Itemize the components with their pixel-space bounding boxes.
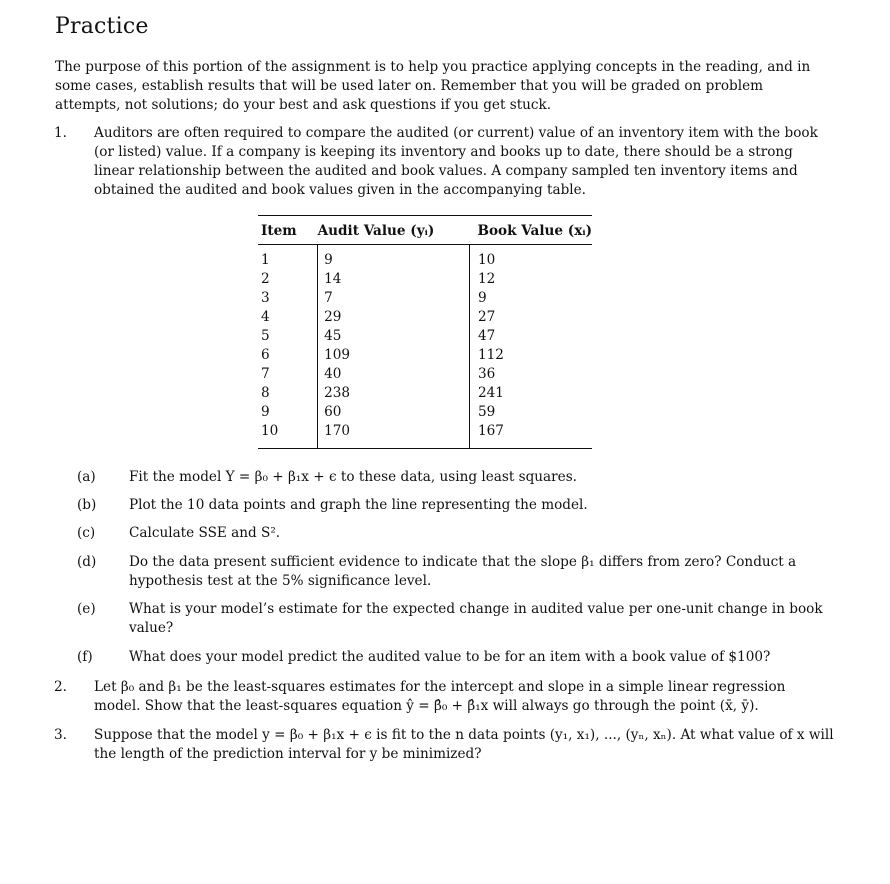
cell-item: 2: [258, 270, 318, 289]
table-row: [258, 308, 592, 327]
cell-item: 6: [258, 346, 318, 365]
part-a-text: Fit the model Y = β₀ + β₁x + ϵ to these data, using least squares.: [129, 469, 578, 485]
cell-book-value: 241: [477, 385, 504, 401]
cell-item: 7: [258, 365, 318, 384]
question-3: [54, 726, 834, 764]
part-c-label: (c): [77, 525, 96, 541]
part-d-label: (d): [77, 554, 97, 570]
table-row: [258, 422, 592, 448]
part-d-text: Do the data present sufficient evidence to indicate that the slope β₁ differs from zero? Conduct a hypothesis test at the 5% significance level.: [129, 554, 797, 589]
cell-book-value: 36: [477, 366, 496, 382]
header-book-value: Book Value (xᵢ): [469, 216, 592, 245]
part-b-label: (b): [77, 497, 97, 513]
cell-item: 8: [258, 384, 318, 403]
cell-book-value: 112: [477, 347, 504, 363]
part-b-text: Plot the 10 data points and graph the line representing the model.: [129, 497, 588, 513]
question-1: [54, 124, 834, 200]
cell-item: 5: [258, 327, 318, 346]
part-a: [77, 468, 829, 487]
cell-audit-value: 9: [318, 245, 470, 271]
question-3-number: 3.: [54, 727, 67, 743]
table-row: [258, 289, 592, 308]
part-c-text: Calculate SSE and S².: [129, 525, 281, 541]
cell-item: 9: [258, 403, 318, 422]
part-f: [77, 648, 829, 667]
cell-audit-value: 109: [318, 346, 470, 365]
cell-audit-value: 170: [318, 422, 470, 448]
cell-book-value: 9: [477, 290, 487, 306]
cell-audit-value: 40: [318, 365, 470, 384]
question-1-text: Auditors are often required to compare the audited (or current) value of an inventory item with the book (or listed) value. If a company is keeping its inventory and books up to date, there should be a strong linear relationship between the audited and book values. A company sampled ten inventory items and obtained the audited and book values given in the accompanying table.: [94, 125, 818, 198]
table-row: [258, 403, 592, 422]
table-row: [258, 346, 592, 365]
question-2: [54, 678, 834, 716]
page-title: Practice: [55, 14, 149, 39]
cell-item: 4: [258, 308, 318, 327]
part-c: [77, 524, 829, 543]
table-row: [258, 270, 592, 289]
part-f-label: (f): [77, 649, 93, 665]
cell-audit-value: 7: [318, 289, 470, 308]
question-3-text: Suppose that the model y = β₀ + β₁x + ϵ is fit to the n data points (y₁, x₁), ..., (yₙ, xₙ). At what value of x will the length of the prediction interval for y be minimized?: [94, 727, 834, 762]
question-2-text: Let β₀ and β₁ be the least-squares estimates for the intercept and slope in a simple linear regression model. Show that the least-squares equation ŷ = β̂₀ + β̂₁x will always go through the point (x̄, ȳ).: [94, 679, 786, 714]
cell-book-value: 59: [477, 404, 496, 420]
cell-item: 10: [258, 422, 318, 448]
cell-item: 3: [258, 289, 318, 308]
question-1-number: 1.: [54, 125, 67, 141]
table-row: [258, 245, 592, 271]
table-row: [258, 327, 592, 346]
part-b: [77, 496, 829, 515]
cell-audit-value: 45: [318, 327, 470, 346]
part-e: [77, 600, 829, 638]
part-d: [77, 553, 829, 591]
cell-book-value: 167: [477, 423, 504, 439]
cell-audit-value: 29: [318, 308, 470, 327]
header-item: Item: [258, 216, 318, 245]
header-audit-value: Audit Value (yᵢ): [318, 216, 470, 245]
part-a-label: (a): [77, 469, 96, 485]
table-row: [258, 384, 592, 403]
question-2-number: 2.: [54, 679, 67, 695]
cell-book-value: 12: [477, 271, 496, 287]
inventory-table: [258, 215, 592, 449]
cell-audit-value: 60: [318, 403, 470, 422]
table-row: [258, 365, 592, 384]
part-e-text: What is your model’s estimate for the expected change in audited value per one-unit change in book value?: [129, 601, 823, 636]
cell-item: 1: [258, 245, 318, 271]
cell-audit-value: 238: [318, 384, 470, 403]
cell-book-value: 10: [477, 252, 496, 268]
intro-paragraph: The purpose of this portion of the assignment is to help you practice applying concepts in the reading, and in some cases, establish results that will be used later on. Remember that you will be graded on problem attempts, not solutions; do your best and ask questions if you get stuck.: [55, 59, 811, 113]
cell-book-value: 27: [477, 309, 496, 325]
cell-audit-value: 14: [318, 270, 470, 289]
part-e-label: (e): [77, 601, 96, 617]
part-f-text: What does your model predict the audited value to be for an item with a book value of $100?: [129, 649, 771, 665]
cell-book-value: 47: [477, 328, 496, 344]
table-header-row: [258, 216, 592, 245]
